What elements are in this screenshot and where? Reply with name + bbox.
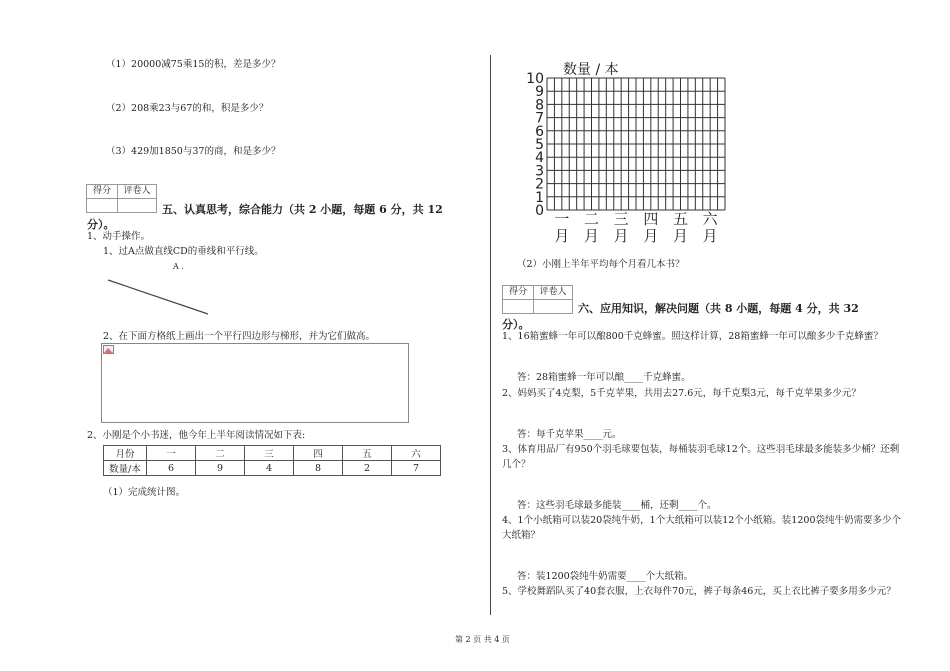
problem-4: 4、1个小纸箱可以装20袋纯牛奶，1个大纸箱可以装12个小纸箱。装1200袋纯牛奶需要多少个	[502, 515, 901, 526]
table-cell: 8	[294, 461, 343, 476]
problem-2: 2、妈妈买了4克梨，5千克苹果，共用去27.6元，每千克梨3元，每千克苹果多少元？	[502, 388, 861, 399]
reviewer-label: 评卷人	[533, 286, 572, 299]
x-tick-label: 二	[583, 210, 600, 228]
table-row	[104, 446, 441, 461]
point-a-label: A .	[173, 262, 184, 271]
calc-question-1: （1）20000减75乘15的积，差是多少？	[106, 59, 281, 70]
x-tick-label: 月	[643, 227, 659, 245]
x-tick-label: 六	[702, 210, 718, 228]
x-tick-label: 四	[643, 210, 659, 228]
x-tick-label: 月	[554, 227, 570, 245]
x-tick-label: 一	[554, 210, 570, 228]
table-cell: 6	[147, 461, 196, 476]
problem-3-cont: 几个？	[502, 459, 531, 470]
table-cell: 数量/本	[104, 461, 147, 476]
x-tick-label: 月	[613, 227, 629, 245]
y-tick-label: 2	[535, 176, 544, 193]
page-footer: 第 2 页 共 4 页	[455, 635, 510, 644]
table-cell: 4	[245, 461, 294, 476]
answer-2: 答：每千克苹果____元。	[517, 429, 622, 440]
grid-paper	[101, 343, 409, 423]
problem-1: 1、16箱蜜蜂一年可以酿800千克蜂蜜。照这样计算，28箱蜜蜂一年可以酿多少千克蜂蜜？	[502, 331, 883, 342]
score-box-left	[86, 184, 157, 213]
question-1-sub2: 2、在下面方格纸上画出一个平行四边形与梯形，并为它们做高。	[103, 331, 376, 342]
x-tick-label: 月	[672, 227, 689, 245]
line-cd	[100, 270, 220, 320]
section5-title: 五、认真思考，综合能力（共 2 小题，每题 6 分，共 12	[162, 203, 443, 216]
y-tick-label: 3	[535, 163, 544, 180]
x-tick-label: 月	[702, 227, 718, 245]
y-tick-label: 1	[535, 189, 544, 206]
y-tick-label: 5	[535, 137, 544, 153]
table-cell: 7	[392, 461, 441, 476]
y-tick-label: 6	[535, 123, 544, 140]
column-divider	[490, 55, 491, 615]
calc-question-2: （2）208乘23与67的和，积是多少？	[106, 103, 269, 114]
problem-5: 5、学校舞蹈队买了40套衣服，上衣每件70元，裤子每条46元，买上衣比裤子要多用多少元？	[502, 586, 896, 597]
table-cell: 三	[245, 446, 294, 461]
y-tick-label: 9	[535, 84, 544, 101]
bar-chart-grid	[515, 60, 730, 245]
y-axis-label: 数量 / 本	[563, 62, 619, 78]
table-cell: 四	[294, 446, 343, 461]
reviewer-label: 评卷人	[117, 185, 156, 198]
answer-4: 答：装1200袋纯牛奶需要____个大纸箱。	[517, 571, 694, 582]
answer-3: 答：这些羽毛球最多能装____桶，还剩____个。	[517, 500, 717, 511]
table-cell: 月份	[104, 446, 147, 461]
answer-1: 答：28箱蜜蜂一年可以酿____千克蜂蜜。	[517, 372, 691, 383]
section6-title: 六、应用知识，解决问题（共 8 小题，每题 4 分，共 32	[578, 302, 859, 315]
y-tick-label: 7	[535, 110, 544, 127]
question-2-sub1: （1）完成统计图。	[103, 487, 186, 498]
image-placeholder-icon	[103, 345, 115, 355]
section5-title-end: 分）。	[87, 218, 115, 231]
score-label: 得分	[92, 186, 111, 196]
table-cell: 五	[343, 446, 392, 461]
y-tick-label: 4	[535, 150, 544, 167]
question-1: 1、动手操作。	[87, 231, 151, 242]
table-cell: 一	[147, 446, 196, 461]
y-tick-label: 8	[535, 97, 544, 114]
table-cell: 9	[196, 461, 245, 476]
score-box-right	[502, 285, 573, 314]
question-1-sub1: 1、过A点做直线CD的垂线和平行线。	[103, 246, 264, 257]
table-cell: 2	[343, 461, 392, 476]
table-cell: 六	[392, 446, 441, 461]
calc-question-3: （3）429加1850与37的商，和是多少？	[106, 146, 281, 157]
y-tick-label: 10	[526, 71, 544, 87]
table-cell: 二	[196, 446, 245, 461]
problem-3: 3、体育用品厂有950个羽毛球要包装，每桶装羽毛球12个。这些羽毛球最多能装多少桶？还剩	[502, 444, 900, 455]
y-tick-label: 0	[535, 203, 544, 219]
x-tick-label: 五	[672, 210, 689, 228]
score-label: 得分	[508, 287, 527, 297]
reading-table	[103, 445, 441, 476]
section6-title-end: 分）。	[502, 318, 530, 331]
question-2: 2、小刚是个小书迷，他今年上半年阅读情况如下表:	[87, 430, 306, 441]
x-tick-label: 三	[613, 210, 629, 228]
problem-4-cont: 大纸箱？	[502, 530, 541, 541]
question-2-sub2: （2）小刚上半年平均每个月看几本书？	[517, 259, 685, 270]
table-row	[104, 461, 441, 476]
x-tick-label: 月	[583, 227, 600, 245]
